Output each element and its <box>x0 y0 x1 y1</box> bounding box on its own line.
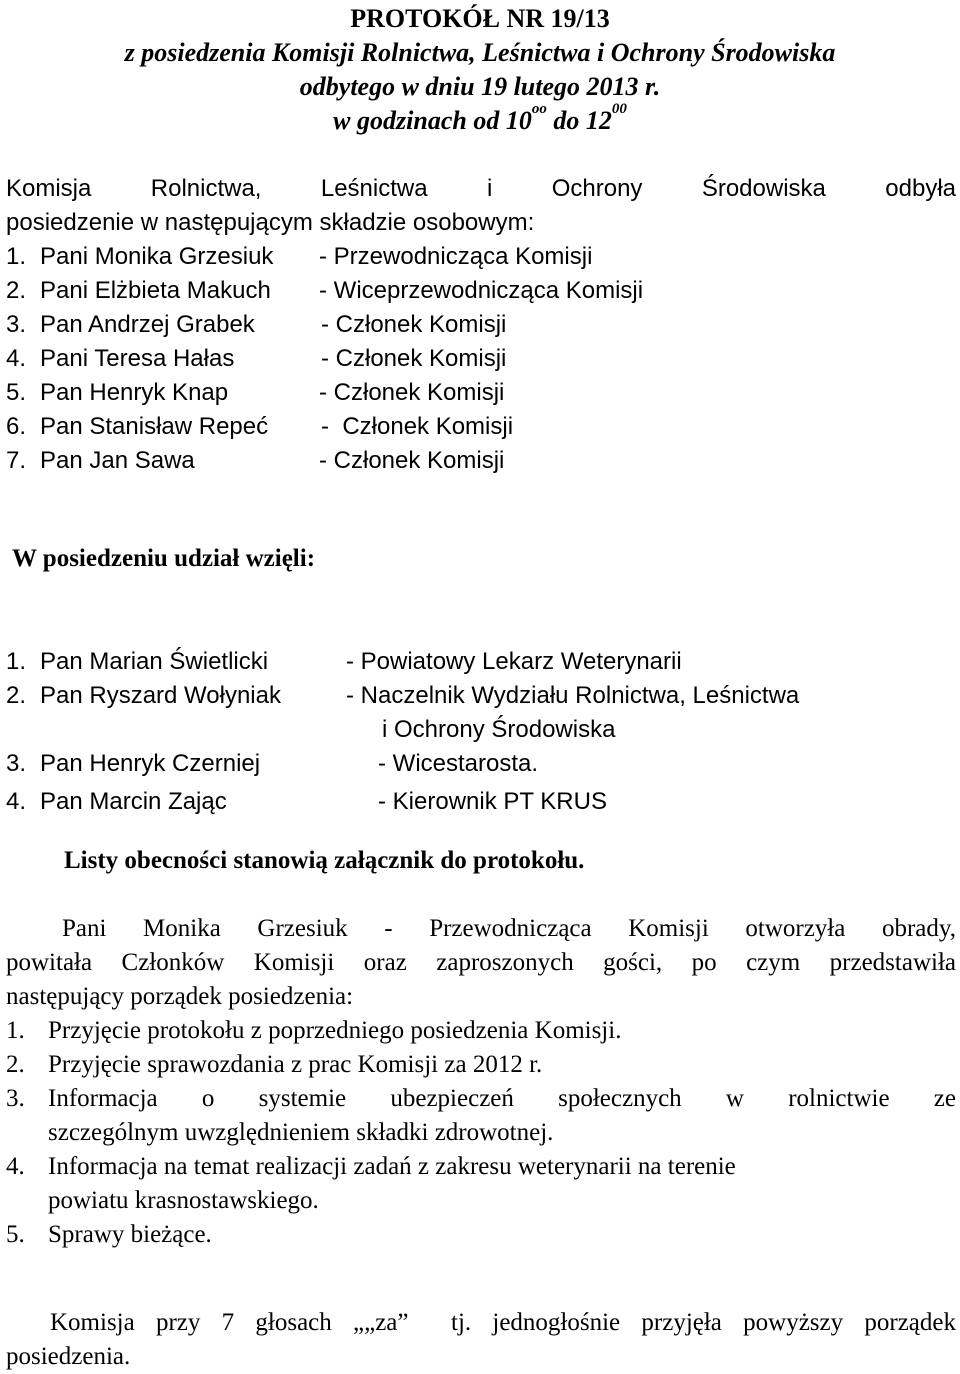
opening-line1: Pani Monika Grzesiuk - Przewodnicząca Komisji otworzyła obrady, <box>62 915 956 942</box>
agenda-text: Przyjęcie sprawozdania z prac Komisji za 2012 r. <box>48 1051 543 1078</box>
member-name: Pani Monika Grzesiuk <box>40 243 274 270</box>
agenda-text: Informacja o systemie ubezpieczeń społecznych w rolnictwie ze <box>48 1085 956 1112</box>
member-number: 5. <box>6 379 27 406</box>
member-role: - Członek Komisji <box>321 311 507 338</box>
composition-intro-line2: posiedzenie w następującym składzie osobowym: <box>6 209 535 236</box>
member-number: 1. <box>6 243 27 270</box>
hours-from-minutes: oo <box>531 101 547 117</box>
attendance-note: Listy obecności stanowią załącznik do protokołu. <box>64 847 585 874</box>
agenda-text: Przyjęcie protokołu z poprzedniego posiedzenia Komisji. <box>48 1017 622 1044</box>
guest-role: - Kierownik PT KRUS <box>378 788 607 815</box>
agenda-item <box>6 1082 956 1116</box>
guest-role-continuation: i Ochrony Środowiska <box>382 716 616 743</box>
guest-role: - Wicestarosta. <box>378 750 539 777</box>
protocol-subtitle: z posiedzenia Komisji Rolnictwa, Leśnictwa i Ochrony Środowiska <box>124 38 836 67</box>
agenda-number: 4. <box>6 1153 25 1180</box>
guest-name: Pan Ryszard Wołyniak <box>40 682 281 709</box>
agenda-text-continuation: szczególnym uwzględnieniem składki zdrowotnej. <box>48 1119 554 1146</box>
guest-number: 1. <box>6 648 27 675</box>
guest-name: Pan Marcin Zając <box>40 788 227 815</box>
composition-intro-line1: Komisja Rolnictwa, Leśnictwa i Ochrony Środowiska odbyła <box>6 175 956 202</box>
guest-name: Pan Marian Świetlicki <box>40 648 269 675</box>
meeting-date: odbytego w dniu 19 lutego 2013 r. <box>299 72 661 101</box>
guest-number: 2. <box>6 682 27 709</box>
agenda-number: 3. <box>6 1085 25 1112</box>
member-number: 7. <box>6 447 27 474</box>
agenda-number: 5. <box>6 1221 25 1248</box>
member-name: Pani Teresa Hałas <box>40 345 235 372</box>
member-name: Pan Henryk Knap <box>40 379 229 406</box>
member-role: - Członek Komisji <box>321 345 507 372</box>
vote-line2: posiedzenia. <box>6 1343 131 1370</box>
guest-number: 4. <box>6 788 27 815</box>
agenda-number: 1. <box>6 1017 25 1044</box>
guests-heading: W posiedzeniu udział wzięli: <box>12 545 316 572</box>
guest-name: Pan Henryk Czerniej <box>40 750 261 777</box>
agenda-number: 2. <box>6 1051 25 1078</box>
member-role: - Członek Komisji <box>321 413 514 440</box>
member-number: 2. <box>6 277 27 304</box>
member-role: - Członek Komisji <box>319 447 505 474</box>
member-name: Pan Stanisław Repeć <box>40 413 269 440</box>
meeting-hours <box>0 101 960 138</box>
member-number: 3. <box>6 311 27 338</box>
member-name: Pan Andrzej Grabek <box>40 311 255 338</box>
member-role: - Członek Komisji <box>319 379 505 406</box>
member-role: - Wiceprzewodnicząca Komisji <box>319 277 644 304</box>
guest-number: 3. <box>6 750 27 777</box>
agenda-text-continuation: powiatu krasnostawskiego. <box>48 1187 319 1214</box>
opening-line2: powitała Członków Komisji oraz zaproszonych gości, po czym przedstawiła <box>6 949 956 976</box>
agenda-text: Sprawy bieżące. <box>48 1221 212 1248</box>
agenda-text: Informacja na temat realizacji zadań z zakresu weterynarii na terenie <box>48 1153 736 1180</box>
member-number: 4. <box>6 345 27 372</box>
vote-line1: Komisja przy 7 głosach „„za” tj. jednogłośnie przyjęła powyższy porządek <box>50 1309 956 1336</box>
hours-to-minutes: 00 <box>611 101 627 117</box>
hours-to: do 12 <box>546 106 612 135</box>
guest-role: - Powiatowy Lekarz Weterynarii <box>346 648 682 675</box>
member-name: Pani Elżbieta Makuch <box>40 277 271 304</box>
hours-from: w godzinach od 10 <box>333 106 532 135</box>
member-number: 6. <box>6 413 27 440</box>
protocol-title: PROTOKÓŁ NR 19/13 <box>350 4 610 33</box>
opening-line3: następujący porządek posiedzenia: <box>6 983 354 1010</box>
member-name: Pan Jan Sawa <box>40 447 195 474</box>
member-role: - Przewodnicząca Komisji <box>319 243 593 270</box>
guest-role: - Naczelnik Wydziału Rolnictwa, Leśnictwa <box>346 682 800 709</box>
